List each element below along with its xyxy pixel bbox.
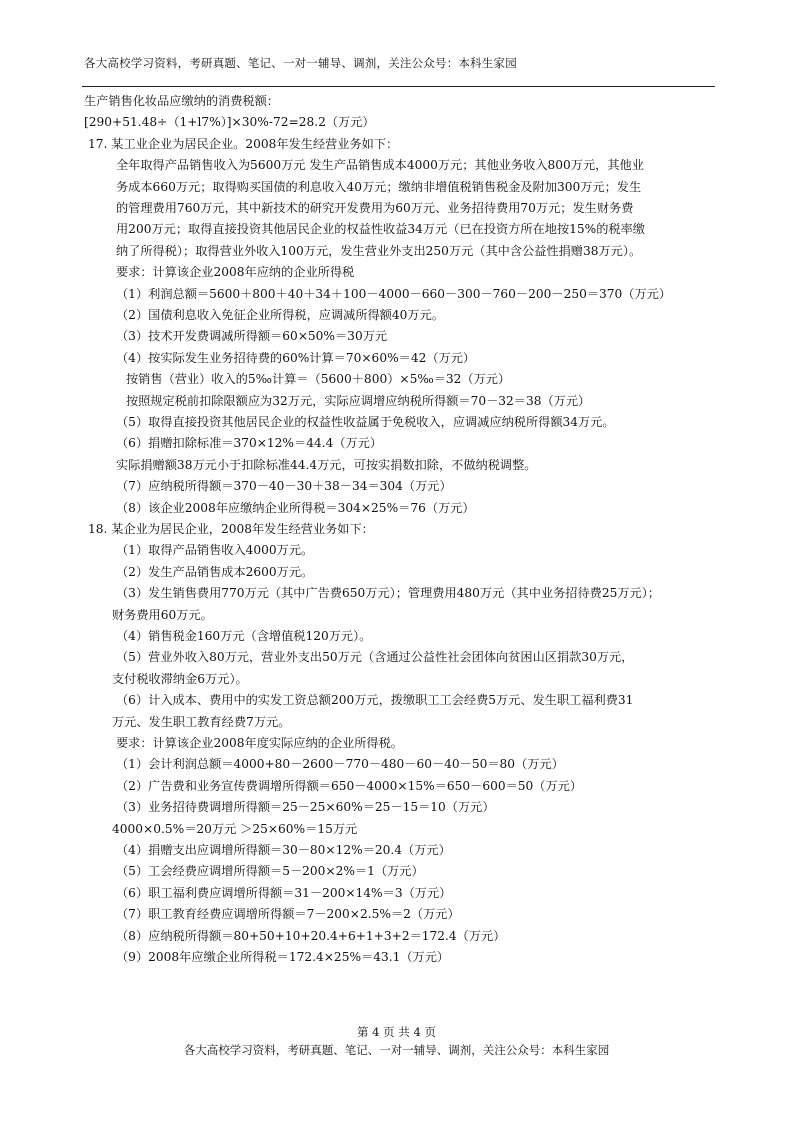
text-line: （5）营业外收入80万元，营业外支出50万元（含通过公益性社会团体向贫困山区捐款30万元， — [116, 650, 634, 665]
text-line: （1）取得产品销售收入4000万元。 — [116, 543, 314, 558]
requirement-line: 要求：计算该企业2008年应纳的企业所得税 — [116, 265, 355, 280]
answer-step: （1）利润总额＝5600＋800＋40＋34＋100－4000－660－300－760－200－250＝370（万元） — [116, 286, 672, 301]
text-line: （6）计入成本、费用中的实发工资总额200万元，拨缴职工工会经费5万元、发生职工福利费31 — [116, 693, 634, 708]
text-line: 支付税收滞纳金6万元）。 — [112, 671, 248, 686]
text-line: （4）销售税金160万元（含增值税120万元）。 — [116, 629, 372, 643]
answer-step: （5）工会经费应调增所得额＝5－200×2%＝1（万元） — [116, 864, 424, 879]
answer-step: 实际捐赠额38万元小于扣除标准44.4万元，可按实捐数扣除，不做纳税调整。 — [116, 457, 537, 472]
text-line: 的管理费用760万元，其中新技术的研究开发费用为60万元、业务招待费用70万元；发生财务费 — [116, 201, 634, 215]
question-heading: 18. 某企业为居民企业，2008年发生经营业务如下： — [88, 522, 374, 536]
answer-step: （3）技术开发费调减所得额＝60×50%＝30万元 — [116, 329, 388, 344]
answer-step: （1）会计利润总额＝4000+80－2600－770－480－60－40－50＝80（万元） — [116, 757, 564, 772]
answer-step: （3）业务招待费调增所得额＝25－25×60%＝25－15＝10（万元） — [116, 800, 495, 815]
page-number: 第 4 页 共 4 页 — [357, 1025, 436, 1039]
answer-step: 4000×0.5%＝20万元 ＞25×60%＝15万元 — [112, 821, 358, 836]
answer-step: （4）捐赠支出应调增所得额＝30－80×12%＝20.4（万元） — [116, 843, 451, 857]
text-line: 用200万元；取得直接投资其他居民企业的权益性收益34万元（已在投资方所在地按15%的税率缴 — [116, 222, 645, 237]
answer-step: 按销售（营业）收入的5‰计算＝（5600＋800）×5‰＝32（万元） — [126, 372, 511, 387]
answer-step: （6）职工福利费应调增所得额＝31－200×14%＝3（万元） — [116, 885, 452, 900]
answer-step: 按照规定税前扣除限额应为32万元，实际应调增应纳税所得额＝70－32＝38（万元） — [126, 393, 591, 408]
text-line: 生产销售化妆品应缴纳的消费税额： — [84, 94, 279, 108]
page-footer: 各大高校学习资料，考研真题、笔记、一对一辅导、调剂，关注公众号：本科生家园 — [183, 1043, 610, 1057]
question-heading: 17. 某工业企业为居民企业。2008年发生经营业务如下： — [88, 136, 399, 151]
answer-step: （9）2008年应缴企业所得税＝172.4×25%＝43.1（万元） — [116, 950, 450, 964]
answer-step: （2）国债利息收入免征企业所得税，应调减所得额40万元。 — [116, 308, 444, 322]
text-line: （2）发生产品销售成本2600万元。 — [116, 564, 314, 579]
answer-step: （7）职工教育经费应调增所得额＝7－200×2.5%＝2（万元） — [116, 907, 460, 922]
text-line: 务成本660万元；取得购买国债的利息收入40万元；缴纳非增值税销售税金及附加300万元；发生 — [116, 179, 642, 194]
text-line: 万元、发生职工教育经费7万元。 — [112, 714, 291, 729]
text-line: 纳了所得税）；取得营业外收入100万元，发生营业外支出250万元（其中含公益性捐赠38万元）。 — [116, 243, 642, 258]
answer-step: （5）取得直接投资其他居民企业的权益性收益属于免税收入，应调减应纳税所得额34万元。 — [116, 415, 615, 429]
answer-step: （6）捐赠扣除标准＝370×12%＝44.4（万元） — [116, 436, 383, 451]
text-line: [290+51.48÷（1+l7%）]×30%-72=28.2（万元） — [84, 115, 375, 130]
text-line: （3）发生销售费用770万元（其中广告费650万元）；管理费用480万元（其中业务招待费25万元）； — [116, 586, 660, 601]
requirement-line: 要求：计算该企业2008年度实际应纳的企业所得税。 — [116, 736, 403, 750]
answer-step: （2）广告费和业务宣传费调增所得额＝650－4000×15%＝650－600＝50（万元） — [116, 778, 583, 793]
header-divider — [82, 86, 715, 87]
text-line: 财务费用60万元。 — [112, 607, 213, 622]
page-header: 各大高校学习资料，考研真题、笔记、一对一辅导、调剂，关注公众号：本科生家园 — [84, 56, 517, 70]
answer-step: （4）按实际发生业务招待费的60%计算＝70×60%＝42（万元） — [116, 350, 476, 365]
text-line: 全年取得产品销售收入为5600万元 发生产品销售成本4000万元；其他业务收入800万元，其他业 — [116, 158, 644, 173]
answer-step: （8）该企业2008年应缴纳企业所得税＝304×25%＝76（万元） — [116, 500, 475, 515]
answer-step: （8）应纳税所得额＝80+50+10+20.4+6+1+3+2＝172.4（万元） — [116, 928, 506, 943]
answer-step: （7）应纳税所得额＝370－40－30＋38－34＝304（万元） — [116, 479, 452, 494]
